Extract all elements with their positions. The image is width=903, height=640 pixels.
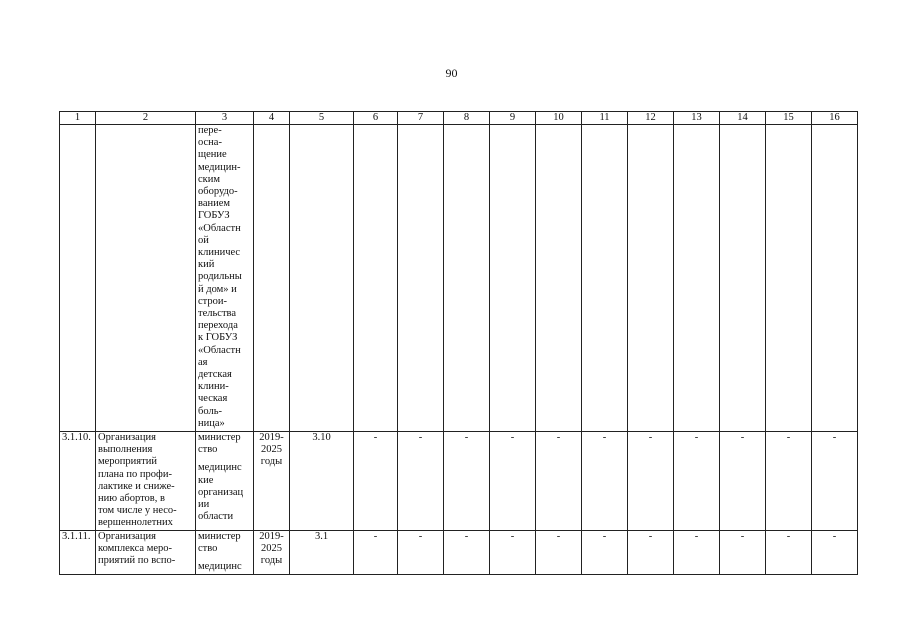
activity-name [96, 432, 196, 531]
program-table [59, 111, 858, 575]
value-cell: - [812, 432, 858, 531]
period-line: 2025 [261, 542, 282, 554]
executor-line: клини- [198, 381, 229, 393]
row-id: 3.1.10. [60, 432, 96, 531]
activity-name [96, 530, 196, 574]
value-cell [582, 125, 628, 432]
executor-line: ванием [198, 198, 231, 210]
column-number-1: 1 [60, 112, 96, 125]
value-cell: - [536, 530, 582, 574]
indicator-ref: 3.10 [290, 432, 354, 531]
period-line: годы [260, 555, 283, 567]
column-number-11: 11 [582, 112, 628, 125]
activity-name-line: Организация [98, 530, 156, 542]
activity-name-line: нию абортов, в [98, 493, 165, 505]
column-number-16: 16 [812, 112, 858, 125]
executor-line: медицинс [198, 462, 242, 474]
value-cell: - [674, 530, 720, 574]
value-cell: - [628, 530, 674, 574]
value-cell [812, 125, 858, 432]
value-cell: - [536, 432, 582, 531]
executor-line: организац [198, 486, 244, 498]
value-cell [766, 125, 812, 432]
value-cell [720, 125, 766, 432]
executor-line: кие [198, 474, 214, 486]
column-number-10: 10 [536, 112, 582, 125]
executor-line: министер [198, 530, 241, 542]
executor [196, 432, 254, 531]
executor-line: тельства [198, 308, 237, 320]
column-number-8: 8 [444, 112, 490, 125]
value-cell: - [720, 530, 766, 574]
activity-name-line: мероприятий [98, 456, 157, 468]
value-cell [354, 125, 398, 432]
column-number-row [60, 112, 858, 125]
value-cell [674, 125, 720, 432]
executor-line: «Областн [198, 344, 241, 356]
period-line: годы [260, 456, 283, 468]
executor-line: детская [198, 369, 232, 381]
value-cell: - [444, 432, 490, 531]
period [254, 432, 290, 531]
executor-line: ница» [198, 417, 225, 429]
executor-line: министер [198, 432, 241, 443]
executor [196, 125, 254, 432]
activity-name-line: комплекса меро- [98, 542, 172, 554]
value-cell [490, 125, 536, 432]
column-number-13: 13 [674, 112, 720, 125]
period [254, 530, 290, 574]
executor-line: к ГОБУЗ [198, 332, 238, 344]
activity-name-line: плана по профи- [98, 468, 172, 480]
period-line: 2019- [259, 530, 284, 542]
executor-line: ГОБУЗ [198, 210, 230, 222]
activity-name-line: лактике и сниже- [98, 480, 175, 492]
value-cell: - [766, 530, 812, 574]
executor-line: ая [198, 356, 208, 368]
value-cell: - [398, 530, 444, 574]
indicator-ref: 3.1 [290, 530, 354, 574]
executor-line: перехода [198, 320, 238, 332]
column-number-5: 5 [290, 112, 354, 125]
indicator-ref [290, 125, 354, 432]
executor-line: ство [198, 542, 218, 554]
column-number-6: 6 [354, 112, 398, 125]
executor-line: кий [198, 259, 215, 271]
value-cell: - [354, 530, 398, 574]
executor-line: боль- [198, 405, 222, 417]
value-cell: - [582, 432, 628, 531]
column-number-15: 15 [766, 112, 812, 125]
executor-line: осна- [198, 137, 222, 149]
activity-name-line: выполнения [98, 444, 153, 456]
table-row [60, 530, 858, 574]
row-id [60, 125, 96, 432]
value-cell: - [490, 530, 536, 574]
page-number: 90 [445, 66, 458, 80]
column-number-7: 7 [398, 112, 444, 125]
row-id: 3.1.11. [60, 530, 96, 574]
executor-line: ским [198, 173, 221, 185]
table-row [60, 125, 858, 432]
column-number-4: 4 [254, 112, 290, 125]
executor-line: ство [198, 444, 218, 456]
executor-line: родильны [198, 271, 242, 283]
activity-name [96, 125, 196, 432]
value-cell: - [582, 530, 628, 574]
value-cell: - [812, 530, 858, 574]
executor-line: ии [198, 499, 210, 511]
value-cell [398, 125, 444, 432]
activity-name-line: Организация [98, 432, 156, 443]
activity-name-line: приятий по вспо- [98, 555, 176, 567]
table-row [60, 432, 858, 531]
value-cell: - [674, 432, 720, 531]
executor [196, 530, 254, 574]
executor-line: щение [198, 149, 227, 161]
activity-name-line: том числе у несо- [98, 505, 177, 517]
executor-line: строи- [198, 295, 227, 307]
executor-line: ой [198, 234, 209, 246]
period-line: 2025 [261, 444, 282, 456]
executor-line: «Областн [198, 222, 241, 234]
activity-name-line: вершеннолетних [98, 517, 173, 529]
executor-line: оборудо- [198, 186, 238, 198]
value-cell: - [628, 432, 674, 531]
executor-line: медицин- [198, 161, 241, 173]
executor-line: области [198, 511, 234, 523]
executor-line: ческая [198, 393, 228, 405]
executor-line: й дом» и [198, 283, 237, 295]
column-number-14: 14 [720, 112, 766, 125]
column-number-2: 2 [96, 112, 196, 125]
value-cell: - [720, 432, 766, 531]
value-cell: - [398, 432, 444, 531]
value-cell: - [766, 432, 812, 531]
period [254, 125, 290, 432]
column-number-9: 9 [490, 112, 536, 125]
value-cell: - [354, 432, 398, 531]
value-cell [444, 125, 490, 432]
value-cell: - [490, 432, 536, 531]
executor-line: пере- [198, 125, 222, 136]
column-number-12: 12 [628, 112, 674, 125]
value-cell [536, 125, 582, 432]
value-cell: - [444, 530, 490, 574]
executor-line: клиничес [198, 247, 241, 259]
executor-line: медицинс [198, 561, 242, 573]
column-number-3: 3 [196, 112, 254, 125]
period-line: 2019- [259, 432, 284, 443]
value-cell [628, 125, 674, 432]
